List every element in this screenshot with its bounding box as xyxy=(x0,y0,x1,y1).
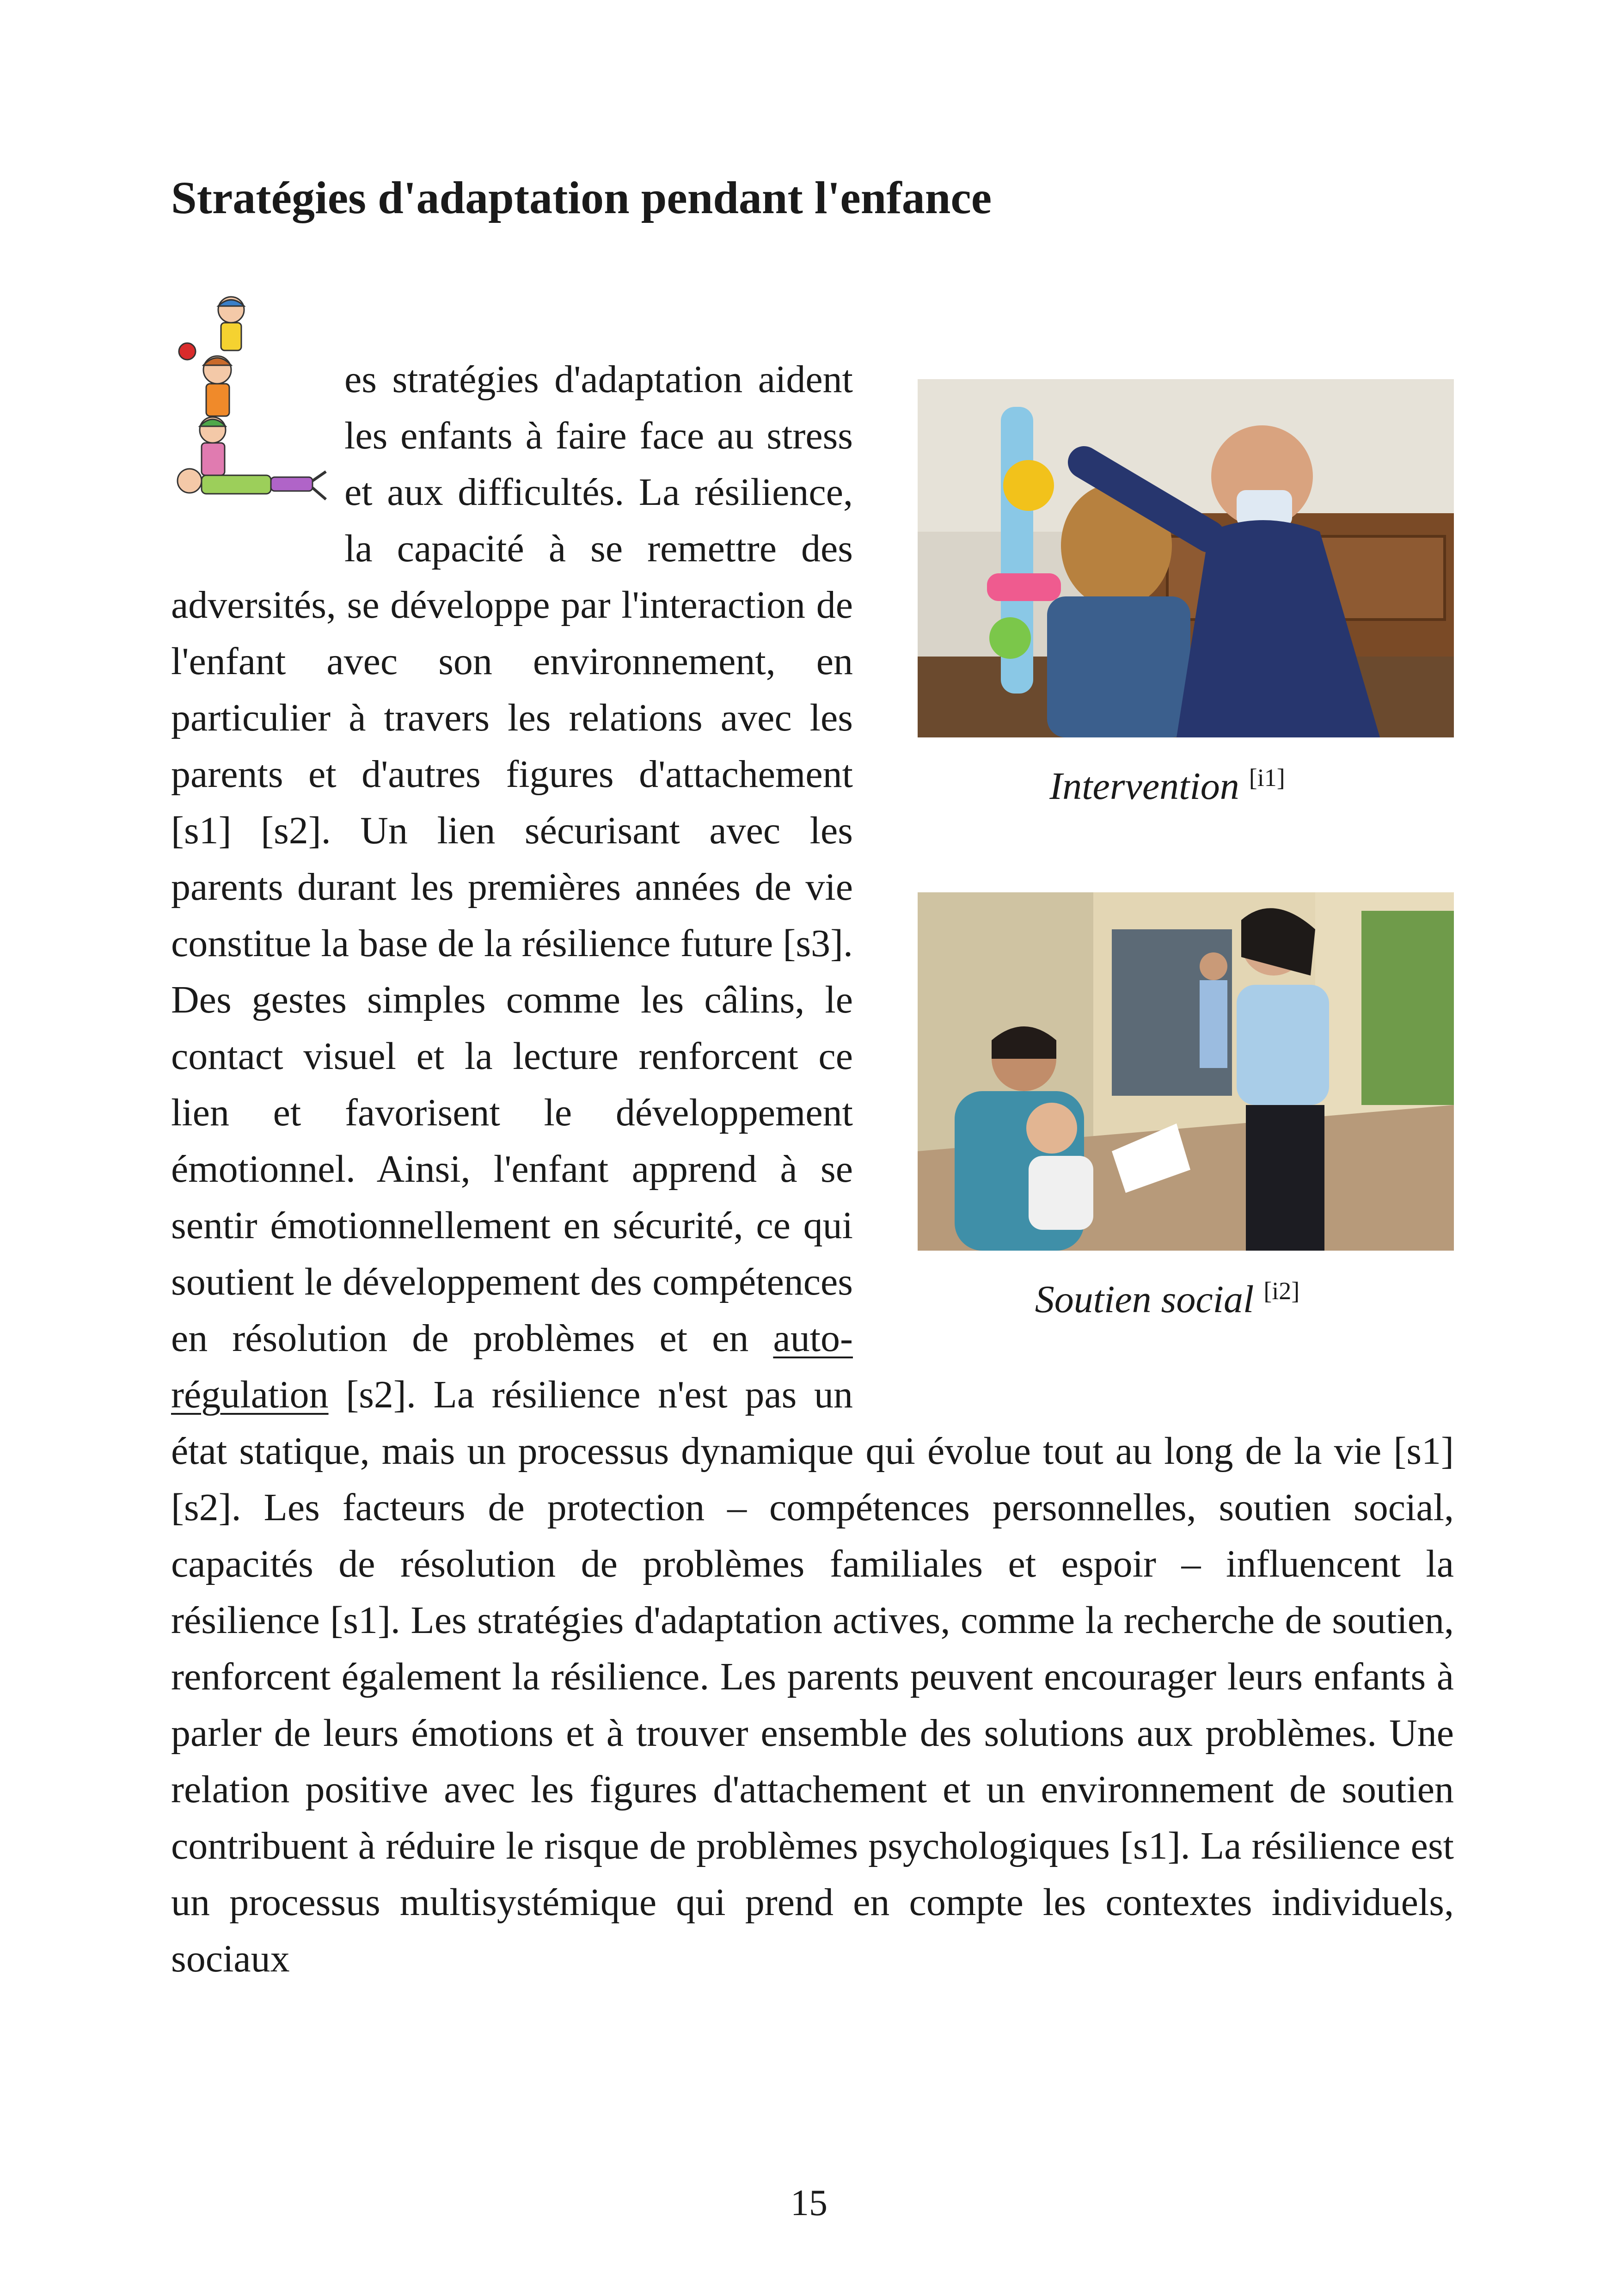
auto-regulation-link[interactable]: auto-régulation xyxy=(171,1317,853,1416)
page-number: 15 xyxy=(791,2183,827,2223)
page-title: Stratégies d'adaptation pendant l'enfance xyxy=(171,172,992,223)
intervention-photo xyxy=(918,379,1454,737)
paragraph-text: es stratégies d'adaptation aident les enfants à faire face au stress et aux difficultés. La résilience, la capacité à se remettre des adversités, se développe par l'interaction de l'enfant avec son environnement, en particulier à travers les relations avec les parents et d'autres figures d'attachement [s1] [s2]. Un lien sécurisant avec les parents durant les premières années de vie constitue la base de la résilience future [s3]. Des gestes simples comme les câlins, le contact visuel et la lecture renforcent ce lien et favorisent le développement émotionnel. Ainsi, l'enfant apprend à se sentir émotionnellement en sécurité, ce qui soutient le développement des compétences en résolution de problèmes et en xyxy=(171,358,853,1360)
figure-ref: [i1] xyxy=(1249,764,1285,792)
figure-caption: Intervention [i1] xyxy=(1049,764,1285,808)
figure-column xyxy=(881,351,1454,1410)
paragraph-text-continued: [s2]. La résilience n'est pas un état statique, mais un processus dynamique qui évolue tout au long de la vie [s1] [s2]. Les facteurs de protection – compétences personnelles, soutien social, capacités de résolution de problèmes familiales et espoir – influencent la résilience [s1]. Les stratégies d'adaptation actives, comme la recherche de soutien, renforcent également la résilience. Les parents peuvent encourager leurs enfants à parler de leurs émotions et à trouver ensemble des solutions aux problèmes. Une relation positive avec les figures d'attachement et un environnement de soutien contribuent à réduire le risque de problèmes psychologiques [s1]. La résilience est un processus multisystémique qui prend en compte les contextes individuels, sociaux xyxy=(171,1373,1454,1980)
figure-caption: Soutien social [i2] xyxy=(1035,1277,1300,1321)
body-text xyxy=(171,351,1454,1987)
social-support-photo xyxy=(918,892,1454,1251)
figure-ref: [i2] xyxy=(1263,1277,1300,1305)
drop-cap-space xyxy=(171,351,344,527)
